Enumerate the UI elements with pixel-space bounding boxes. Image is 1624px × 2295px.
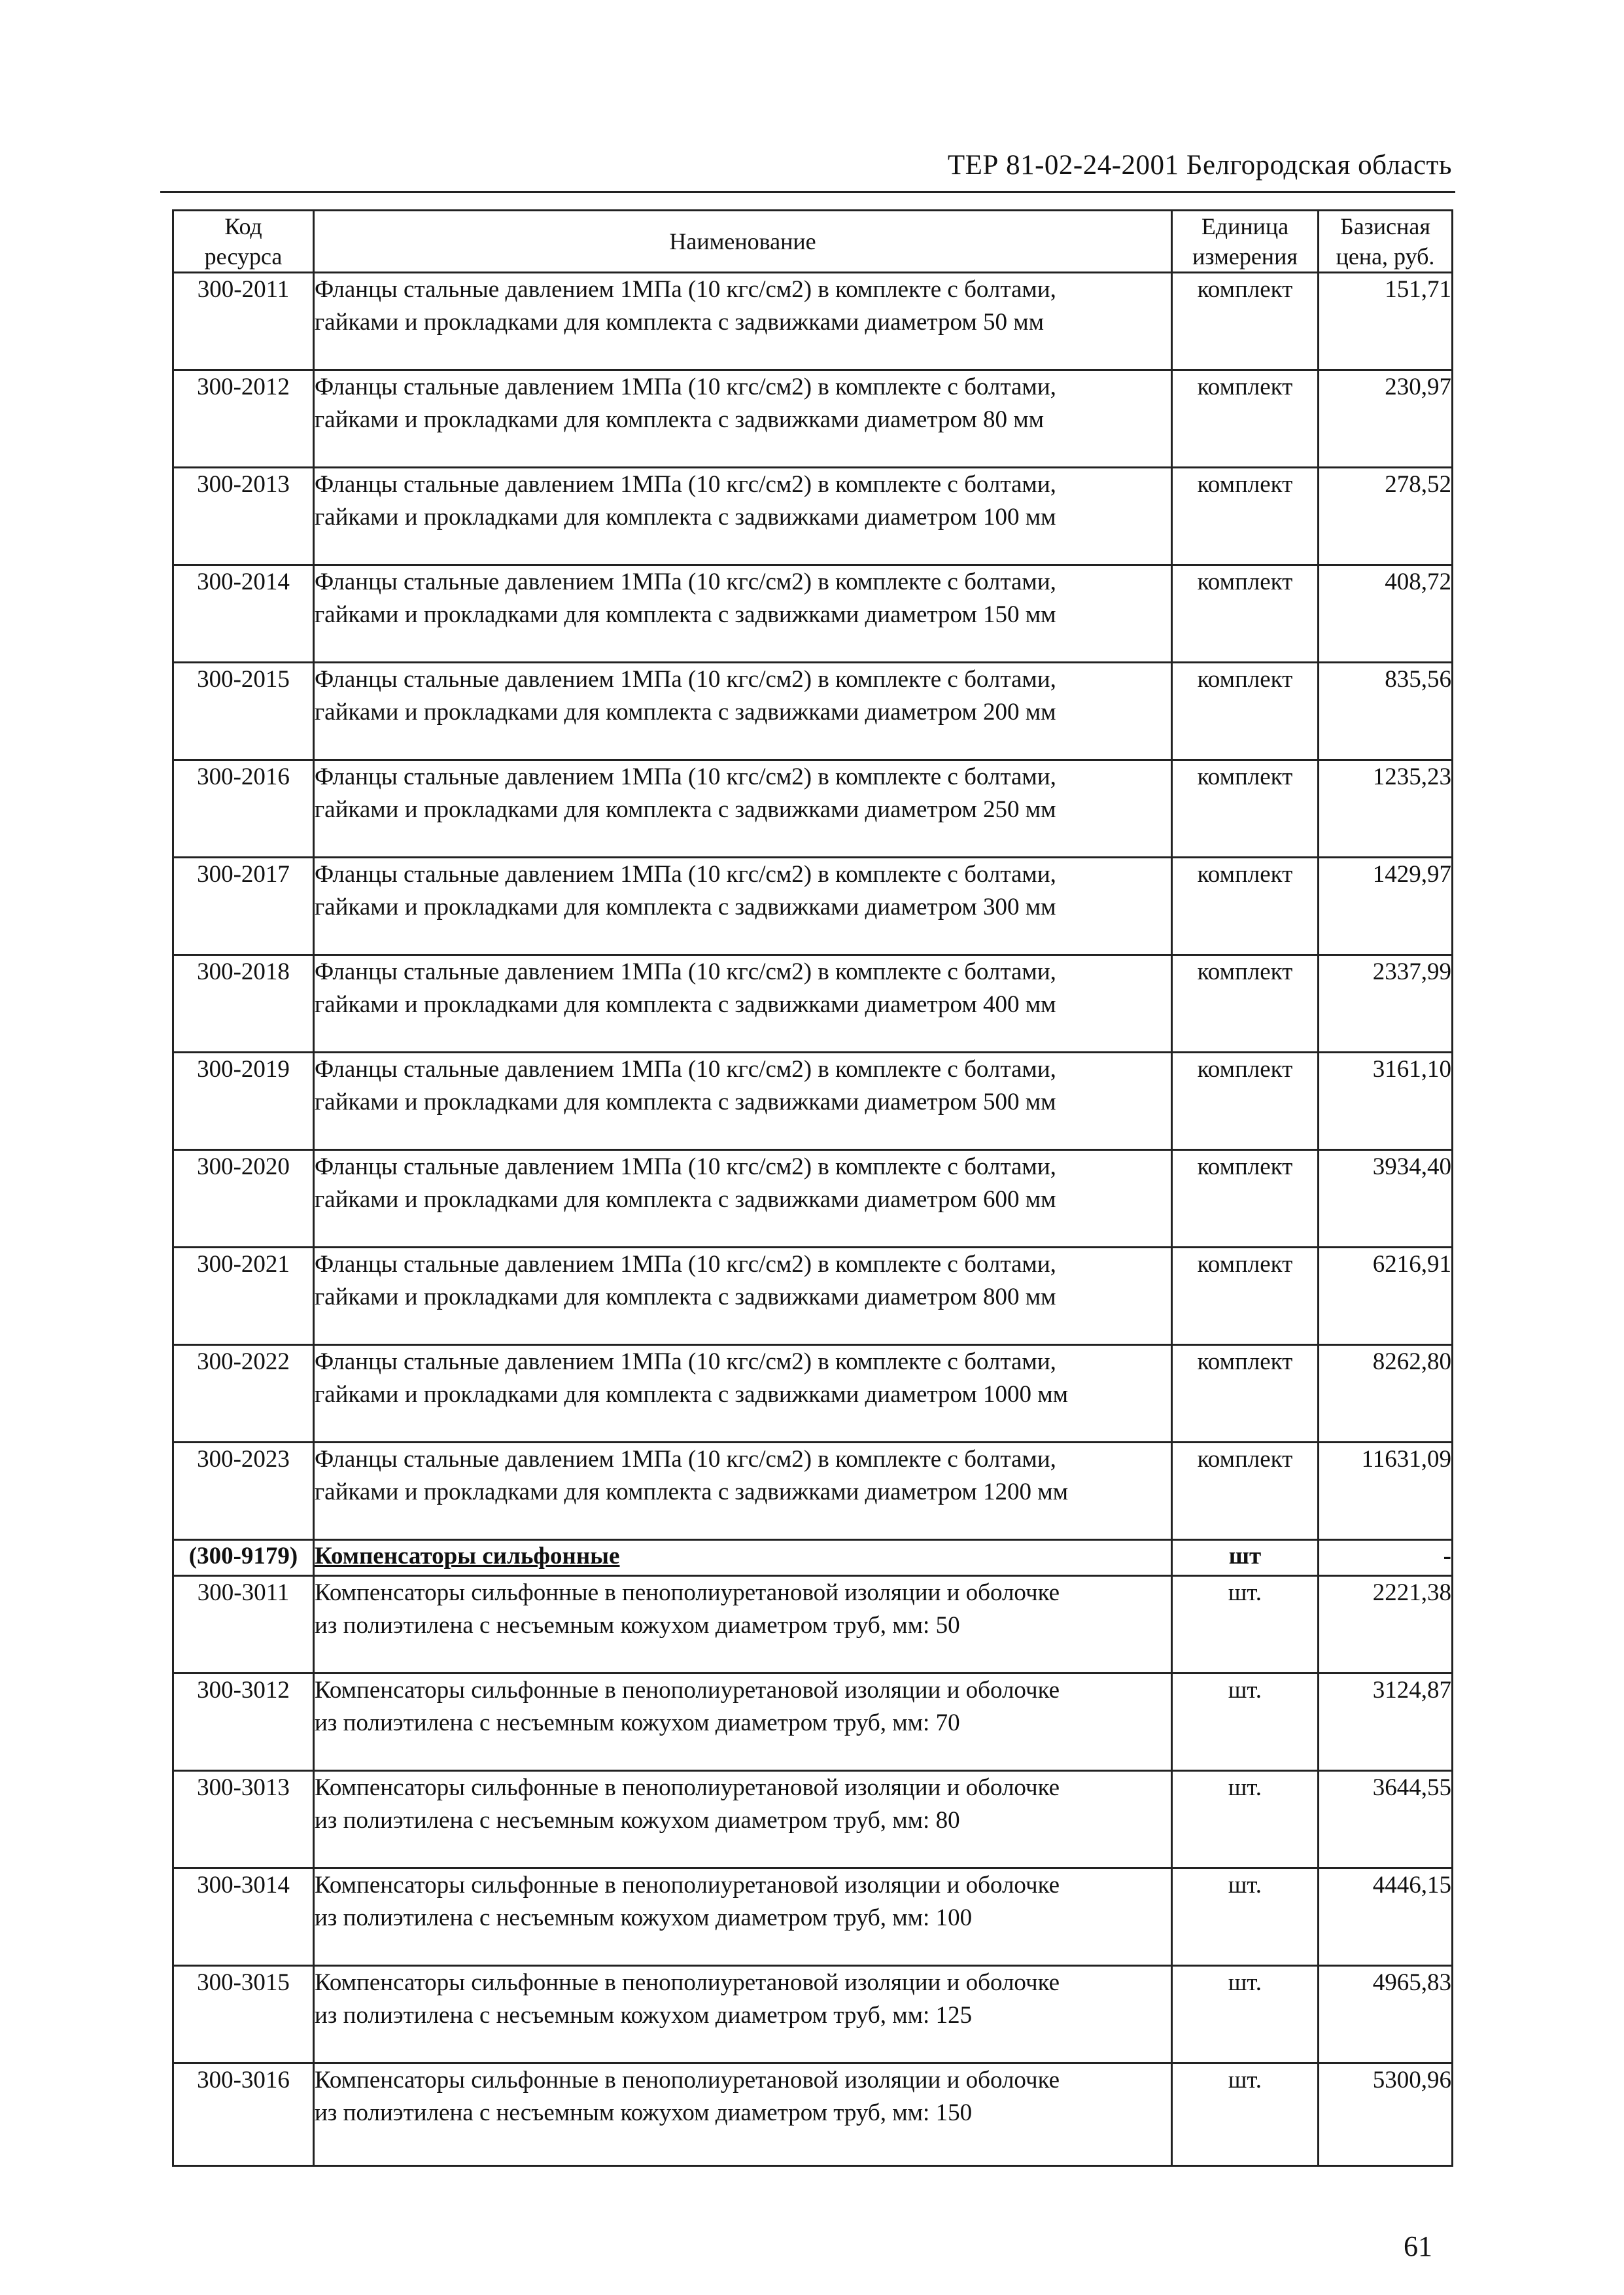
table-row <box>173 468 1453 565</box>
column-header-unit-line: Единица <box>1201 213 1289 239</box>
unit-of-measure: шт. <box>1172 2063 1319 2166</box>
resource-name <box>314 1540 1172 1576</box>
table-row <box>173 1248 1453 1345</box>
resource-name <box>314 1345 1172 1443</box>
column-header-name: Наименование <box>314 211 1172 273</box>
resource-name <box>314 760 1172 858</box>
base-price: 6216,91 <box>1319 1248 1453 1345</box>
column-header-price <box>1319 211 1453 273</box>
resource-name-line: Фланцы стальные давлением 1МПа (10 кгс/см2) в комплекте с болтами, <box>315 471 1056 498</box>
column-header-unit <box>1172 211 1319 273</box>
resource-name-line: Фланцы стальные давлением 1МПа (10 кгс/см2) в комплекте с болтами, <box>315 763 1056 790</box>
column-header-price-line: цена, руб. <box>1336 243 1435 270</box>
unit-of-measure: комплект <box>1172 955 1319 1053</box>
resource-code: 300-2021 <box>173 1248 314 1345</box>
resource-code: 300-2017 <box>173 858 314 955</box>
unit-of-measure: комплект <box>1172 1053 1319 1150</box>
resource-name <box>314 858 1172 955</box>
unit-of-measure: комплект <box>1172 565 1319 663</box>
unit-of-measure: шт. <box>1172 1966 1319 2063</box>
resource-name <box>314 955 1172 1053</box>
table-row <box>173 955 1453 1053</box>
resource-name-line: Фланцы стальные давлением 1МПа (10 кгс/см2) в комплекте с болтами, <box>315 1153 1056 1180</box>
base-price: 151,71 <box>1319 273 1453 370</box>
base-price: 408,72 <box>1319 565 1453 663</box>
table-body <box>173 273 1453 2166</box>
resource-name-line: Фланцы стальные давлением 1МПа (10 кгс/см2) в комплекте с болтами, <box>315 1348 1056 1375</box>
table-row <box>173 1443 1453 1540</box>
table-row <box>173 1576 1453 1673</box>
resource-name-line: гайками и прокладками для комплекта с задвижками диаметром 200 мм <box>315 699 1056 726</box>
table-row <box>173 760 1453 858</box>
resource-name <box>314 1673 1172 1771</box>
table-row <box>173 858 1453 955</box>
resource-name-line: Компенсаторы сильфонные в пенополиуретановой изоляции и оболочке <box>315 1969 1060 1996</box>
resource-name-line: из полиэтилена с несъемным кожухом диаметром труб, мм: 100 <box>315 1904 973 1931</box>
base-price: 5300,96 <box>1319 2063 1453 2166</box>
resource-code: 300-2018 <box>173 955 314 1053</box>
resource-name-line: гайками и прокладками для комплекта с задвижками диаметром 250 мм <box>315 796 1056 823</box>
unit-of-measure: комплект <box>1172 1150 1319 1248</box>
table-row <box>173 2063 1453 2166</box>
resource-name-line: Фланцы стальные давлением 1МПа (10 кгс/см2) в комплекте с болтами, <box>315 1056 1056 1083</box>
resource-name <box>314 1248 1172 1345</box>
column-header-code-line: Код <box>224 213 262 239</box>
resource-name-line: гайками и прокладками для комплекта с задвижками диаметром 1200 мм <box>315 1479 1069 1505</box>
resource-name-line: гайками и прокладками для комплекта с задвижками диаметром 150 мм <box>315 601 1056 628</box>
resource-code: 300-2023 <box>173 1443 314 1540</box>
table-row <box>173 663 1453 760</box>
base-price: 2337,99 <box>1319 955 1453 1053</box>
table-row <box>173 1868 1453 1966</box>
resource-name <box>314 663 1172 760</box>
resource-name <box>314 1868 1172 1966</box>
unit-of-measure: шт. <box>1172 1673 1319 1771</box>
base-price: 2221,38 <box>1319 1576 1453 1673</box>
base-price: 1429,97 <box>1319 858 1453 955</box>
document-title: ТЕР 81-02-24-2001 Белгородская область <box>947 150 1452 181</box>
base-price: - <box>1319 1540 1453 1576</box>
resource-name-line: из полиэтилена с несъемным кожухом диаметром труб, мм: 125 <box>315 2002 973 2029</box>
resource-code: 300-3014 <box>173 1868 314 1966</box>
document-header <box>160 145 1455 193</box>
resource-name <box>314 1966 1172 2063</box>
resource-name-line: гайками и прокладками для комплекта с задвижками диаметром 800 мм <box>315 1284 1056 1310</box>
resource-name-line: Фланцы стальные давлением 1МПа (10 кгс/см2) в комплекте с болтами, <box>315 1251 1056 1278</box>
table-row <box>173 273 1453 370</box>
unit-of-measure: шт. <box>1172 1576 1319 1673</box>
unit-of-measure: комплект <box>1172 1345 1319 1443</box>
unit-of-measure: комплект <box>1172 858 1319 955</box>
resource-name <box>314 273 1172 370</box>
resource-name-line: гайками и прокладками для комплекта с задвижками диаметром 300 мм <box>315 894 1056 920</box>
resource-name-line: гайками и прокладками для комплекта с задвижками диаметром 500 мм <box>315 1089 1056 1115</box>
resource-name-line: Компенсаторы сильфонные в пенополиуретановой изоляции и оболочке <box>315 1774 1060 1801</box>
unit-of-measure: комплект <box>1172 370 1319 468</box>
resource-table <box>172 209 1453 2167</box>
unit-of-measure: комплект <box>1172 760 1319 858</box>
table-row <box>173 1673 1453 1771</box>
base-price: 3934,40 <box>1319 1150 1453 1248</box>
resource-name-line: гайками и прокладками для комплекта с задвижками диаметром 1000 мм <box>315 1381 1069 1408</box>
resource-name-line: гайками и прокладками для комплекта с задвижками диаметром 80 мм <box>315 406 1045 433</box>
resource-code: 300-2022 <box>173 1345 314 1443</box>
resource-code: 300-2011 <box>173 273 314 370</box>
column-header-price-line: Базисная <box>1340 213 1430 239</box>
resource-name <box>314 1053 1172 1150</box>
resource-name-line: Фланцы стальные давлением 1МПа (10 кгс/см2) в комплекте с болтами, <box>315 861 1056 888</box>
table-row <box>173 565 1453 663</box>
resource-name-line: Фланцы стальные давлением 1МПа (10 кгс/см2) в комплекте с болтами, <box>315 276 1056 303</box>
resource-name <box>314 1443 1172 1540</box>
unit-of-measure: шт. <box>1172 1771 1319 1868</box>
base-price: 3644,55 <box>1319 1771 1453 1868</box>
resource-name-line: Компенсаторы сильфонные <box>315 1543 620 1569</box>
unit-of-measure: шт. <box>1172 1868 1319 1966</box>
table-row <box>173 1150 1453 1248</box>
table-row <box>173 1771 1453 1868</box>
page-number: 61 <box>1404 2230 1432 2262</box>
resource-name <box>314 2063 1172 2166</box>
resource-code: 300-3013 <box>173 1771 314 1868</box>
base-price: 4965,83 <box>1319 1966 1453 2063</box>
base-price: 1235,23 <box>1319 760 1453 858</box>
resource-name <box>314 370 1172 468</box>
resource-name-line: Компенсаторы сильфонные в пенополиуретановой изоляции и оболочке <box>315 1872 1060 1899</box>
base-price: 4446,15 <box>1319 1868 1453 1966</box>
resource-name-line: Фланцы стальные давлением 1МПа (10 кгс/см2) в комплекте с болтами, <box>315 666 1056 693</box>
column-header-unit-line: измерения <box>1192 243 1298 270</box>
unit-of-measure: комплект <box>1172 1248 1319 1345</box>
resource-name-line: из полиэтилена с несъемным кожухом диаметром труб, мм: 70 <box>315 1709 960 1736</box>
resource-name-line: Фланцы стальные давлением 1МПа (10 кгс/см2) в комплекте с болтами, <box>315 569 1056 595</box>
resource-name <box>314 1150 1172 1248</box>
base-price: 8262,80 <box>1319 1345 1453 1443</box>
base-price: 230,97 <box>1319 370 1453 468</box>
table-row <box>173 1966 1453 2063</box>
base-price: 278,52 <box>1319 468 1453 565</box>
table-row <box>173 1345 1453 1443</box>
table-header <box>173 211 1453 273</box>
resource-name-line: из полиэтилена с несъемным кожухом диаметром труб, мм: 80 <box>315 1807 960 1834</box>
base-price: 3161,10 <box>1319 1053 1453 1150</box>
unit-of-measure: комплект <box>1172 663 1319 760</box>
resource-code: 300-2020 <box>173 1150 314 1248</box>
resource-name <box>314 565 1172 663</box>
resource-name <box>314 468 1172 565</box>
resource-name-line: из полиэтилена с несъемным кожухом диаметром труб, мм: 150 <box>315 2099 973 2126</box>
resource-code: 300-2014 <box>173 565 314 663</box>
resource-name-line: Компенсаторы сильфонные в пенополиуретановой изоляции и оболочке <box>315 1677 1060 1704</box>
resource-name-line: гайками и прокладками для комплекта с задвижками диаметром 600 мм <box>315 1186 1056 1213</box>
resource-code: 300-3015 <box>173 1966 314 2063</box>
unit-of-measure: комплект <box>1172 468 1319 565</box>
resource-name-line: Компенсаторы сильфонные в пенополиуретановой изоляции и оболочке <box>315 2067 1060 2094</box>
resource-code: 300-3012 <box>173 1673 314 1771</box>
unit-of-measure: шт <box>1172 1540 1319 1576</box>
table-row <box>173 370 1453 468</box>
resource-code: 300-2015 <box>173 663 314 760</box>
resource-code: (300-9179) <box>173 1540 314 1576</box>
unit-of-measure: комплект <box>1172 273 1319 370</box>
resource-name <box>314 1771 1172 1868</box>
column-header-code <box>173 211 314 273</box>
table-row <box>173 1053 1453 1150</box>
resource-name-line: гайками и прокладками для комплекта с задвижками диаметром 400 мм <box>315 991 1056 1018</box>
resource-code: 300-2019 <box>173 1053 314 1150</box>
base-price: 3124,87 <box>1319 1673 1453 1771</box>
resource-code: 300-2013 <box>173 468 314 565</box>
resource-name <box>314 1576 1172 1673</box>
resource-name-line: Компенсаторы сильфонные в пенополиуретановой изоляции и оболочке <box>315 1579 1060 1606</box>
resource-code: 300-2012 <box>173 370 314 468</box>
base-price: 835,56 <box>1319 663 1453 760</box>
unit-of-measure: комплект <box>1172 1443 1319 1540</box>
column-header-code-line: ресурса <box>204 243 283 270</box>
resource-name-line: из полиэтилена с несъемным кожухом диаметром труб, мм: 50 <box>315 1612 960 1639</box>
resource-code: 300-2016 <box>173 760 314 858</box>
resource-code: 300-3016 <box>173 2063 314 2166</box>
resource-name-line: гайками и прокладками для комплекта с задвижками диаметром 100 мм <box>315 504 1056 531</box>
base-price: 11631,09 <box>1319 1443 1453 1540</box>
resource-code: 300-3011 <box>173 1576 314 1673</box>
resource-name-line: гайками и прокладками для комплекта с задвижками диаметром 50 мм <box>315 309 1045 336</box>
resource-name-line: Фланцы стальные давлением 1МПа (10 кгс/см2) в комплекте с болтами, <box>315 958 1056 985</box>
table-group-row <box>173 1540 1453 1576</box>
resource-name-line: Фланцы стальные давлением 1МПа (10 кгс/см2) в комплекте с болтами, <box>315 1446 1056 1473</box>
resource-name-line: Фланцы стальные давлением 1МПа (10 кгс/см2) в комплекте с болтами, <box>315 374 1056 400</box>
